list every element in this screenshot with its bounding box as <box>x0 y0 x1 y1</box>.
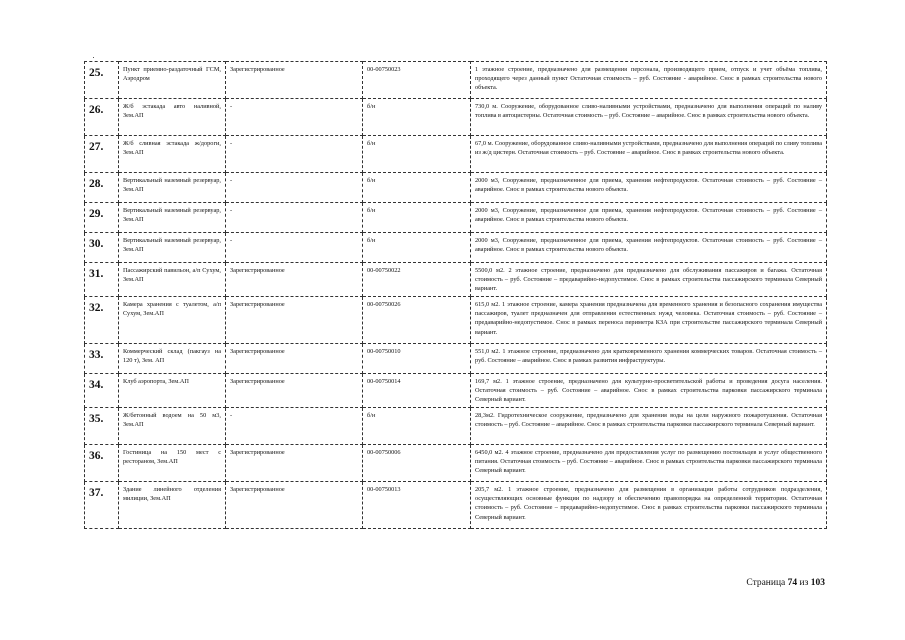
row-number: 28. <box>85 173 119 203</box>
object-description: 615,0 м2. 1 этажное строение, камера хранения предназначена для временного хранения и безопасного сохранения имущества пассажиров, туалет предназначен для отправления естественных нужд человека. Остаточная стоимость – руб. Состояние – предаварийно-недопустимое. Снос в рамках переноса периметра КЗА при строительстве пассажирского терминала Северный вариант. <box>471 297 827 344</box>
inventory-number: 00-00750013 <box>363 482 471 529</box>
registration-status: - <box>226 203 363 233</box>
row-number: 29. <box>85 203 119 233</box>
inventory-number: 00-00750014 <box>363 374 471 408</box>
footer-prefix: Страница <box>746 578 786 588</box>
page-footer <box>746 578 825 588</box>
object-description: 551,0 м2. 1 этажное строение, предназначено для кратковременного хранения коммерческих товаров. Остаточная стоимость – руб. Состояние – аварийное. Снос в рамках развития инфраструктуры. <box>471 344 827 374</box>
object-description: 67,0 м. Сооружение, оборудованное сливо-наливными устройствами, предназначено для выполнения операций по сливу топлива из ж/д цистерн. Остаточная стоимость – руб. Состояние – аварийное. Снос в рамках строительства нового объекта. <box>471 136 827 173</box>
table-row <box>85 173 827 203</box>
inventory-number: 00-00750006 <box>363 445 471 482</box>
table-row <box>85 136 827 173</box>
footer-current-page: 74 <box>787 578 798 588</box>
table-row <box>85 263 827 297</box>
inventory-number: б/н <box>363 203 471 233</box>
registration-status: - <box>226 233 363 263</box>
object-description: 28,3м2. Гидротехническое сооружение, предназначено для хранения воды на цели наружного пожаротушения. Остаточная стоимость – руб. Состояние – аварийное. Снос в рамках строительства парковки пассажирского терминала Северный вариант. <box>471 408 827 445</box>
row-number: 33. <box>85 344 119 374</box>
inventory-number: б/н <box>363 99 471 136</box>
row-number: 37. <box>85 482 119 529</box>
row-number: 25. <box>85 62 119 99</box>
assets-table-body <box>85 62 827 529</box>
registration-status: Зарегистрированное <box>226 482 363 529</box>
table-row <box>85 344 827 374</box>
table-row <box>85 408 827 445</box>
object-name: Пункт приемно-раздаточный ГСМ, Аэродром <box>119 62 226 99</box>
registration-status: - <box>226 136 363 173</box>
object-description: 205,7 м2. 1 этажное строение, предназначено для размещения в организации работы сотрудников подразделения, осуществляющих основные функции по надзору и обеспечению правопорядка на определенной территории. Остаточная стоимость – руб. Состояние – предаварийно-недопустимое. Снос в рамках строительства парковки пассажирского терминала Северный вариант. <box>471 482 827 529</box>
registration-status: Зарегистрированное <box>226 344 363 374</box>
table-row <box>85 297 827 344</box>
registration-status: Зарегистрированное <box>226 263 363 297</box>
table-row <box>85 374 827 408</box>
registration-status: Зарегистрированное <box>226 62 363 99</box>
table-row <box>85 99 827 136</box>
registration-status: - <box>226 173 363 203</box>
object-name: Здание линейного отделения милиции, Зем.АП <box>119 482 226 529</box>
object-name: Клуб аэропорта, Зем.АП <box>119 374 226 408</box>
stray-mark <box>93 57 94 58</box>
footer-middle: из <box>799 578 809 588</box>
inventory-number: б/н <box>363 173 471 203</box>
object-description: 2000 м3, Сооружение, предназначенное для приема, хранения нефтепродуктов. Остаточная стоимость – руб. Состояние – аварийное. Снос в рамках строительства нового объекта. <box>471 203 827 233</box>
object-name: Коммерческий склад (пакгауз на 120 т), Зем. АП <box>119 344 226 374</box>
assets-table <box>84 61 827 529</box>
registration-status: Зарегистрированное <box>226 297 363 344</box>
object-description: 169,7 м2. 1 этажное строение, предназначено для культурно-просветительской работы и проведения досуга населения. Остаточная стоимость – руб. Состояние – аварийное. Снос в рамках строительства парковки пассажирского терминала Северный вариант. <box>471 374 827 408</box>
inventory-number: б/н <box>363 136 471 173</box>
table-row <box>85 233 827 263</box>
row-number: 32. <box>85 297 119 344</box>
object-name: Вертикальный наземный резервуар, Зем.АП <box>119 233 226 263</box>
object-name: Вертикальный наземный резервуар, Зем.АП <box>119 173 226 203</box>
row-number: 27. <box>85 136 119 173</box>
object-description: 730,0 м. Сооружение, оборудованное сливо-наливными устройствами, предназначено для выполнения операций по наливу топлива в автоцистерны. Остаточная стоимость – руб. Состояние – аварийное. Снос в рамках строительства нового объекта. <box>471 99 827 136</box>
table-row <box>85 445 827 482</box>
inventory-number: 00-00750023 <box>363 62 471 99</box>
object-name: Гостиница на 150 мест с рестораном, Зем.АП <box>119 445 226 482</box>
registration-status: Зарегистрированное <box>226 374 363 408</box>
registration-status: - <box>226 408 363 445</box>
row-number: 34. <box>85 374 119 408</box>
registration-status: - <box>226 99 363 136</box>
table-row <box>85 62 827 99</box>
row-number: 31. <box>85 263 119 297</box>
object-name: Ж/б сливная эстакада ж/дороги, Зем.АП <box>119 136 226 173</box>
object-name: Пассажирский павильон, а/п Сухум, Зем.АП <box>119 263 226 297</box>
row-number: 30. <box>85 233 119 263</box>
row-number: 35. <box>85 408 119 445</box>
row-number: 26. <box>85 99 119 136</box>
registration-status: Зарегистрированное <box>226 445 363 482</box>
table-row <box>85 482 827 529</box>
inventory-number: 00-00750026 <box>363 297 471 344</box>
inventory-number: б/н <box>363 408 471 445</box>
table-row <box>85 203 827 233</box>
object-description: 5500,0 м2. 2 этажное строение, предназначено для предназначено для обслуживания пассажиров и багажа. Остаточная стоимость – руб. Состояние – предаварийно-недопустимое. Снос в рамках строительства пассажирского терминала Северный вариант. <box>471 263 827 297</box>
row-number: 36. <box>85 445 119 482</box>
object-name: Вертикальный наземный резервуар, Зем.АП <box>119 203 226 233</box>
object-description: 1 этажное строение, предназначено для размещения персонала, производящего прием, отпуск и учет объёма топлива, проходящего через данный пункт Остаточная стоимость – руб. Состояние - аварийное. Снос в рамках строительства нового объекта. <box>471 62 827 99</box>
inventory-number: б/н <box>363 233 471 263</box>
object-description: 2000 м3, Сооружение, предназначенное для приема, хранения нефтепродуктов. Остаточная стоимость – руб. Состояние – аварийное. Снос в рамках строительства нового объекта. <box>471 173 827 203</box>
inventory-number: 00-00750022 <box>363 263 471 297</box>
object-description: 6450,0 м2. 4 этажное строение, предназначено для предоставления услуг по размещению постояльцев и услуг общественного питания. Остаточная стоимость – руб. Состояние – аварийное. Снос в рамках строительства парковки пассажирского терминала Северный вариант. <box>471 445 827 482</box>
inventory-number: 00-00750010 <box>363 344 471 374</box>
object-name: Камера хранения с туалетом, а/п Сухум, Зем.АП <box>119 297 226 344</box>
object-description: 2000 м3, Сооружение, предназначенное для приема, хранения нефтепродуктов. Остаточная стоимость – руб. Состояние – аварийное. Снос в рамках строительства нового объекта. <box>471 233 827 263</box>
object-name: Ж/бетонный водоем на 50 м3, Зем.АП <box>119 408 226 445</box>
footer-total-pages: 103 <box>810 578 825 588</box>
object-name: Ж/б эстакада авто наливной, Зем.АП <box>119 99 226 136</box>
